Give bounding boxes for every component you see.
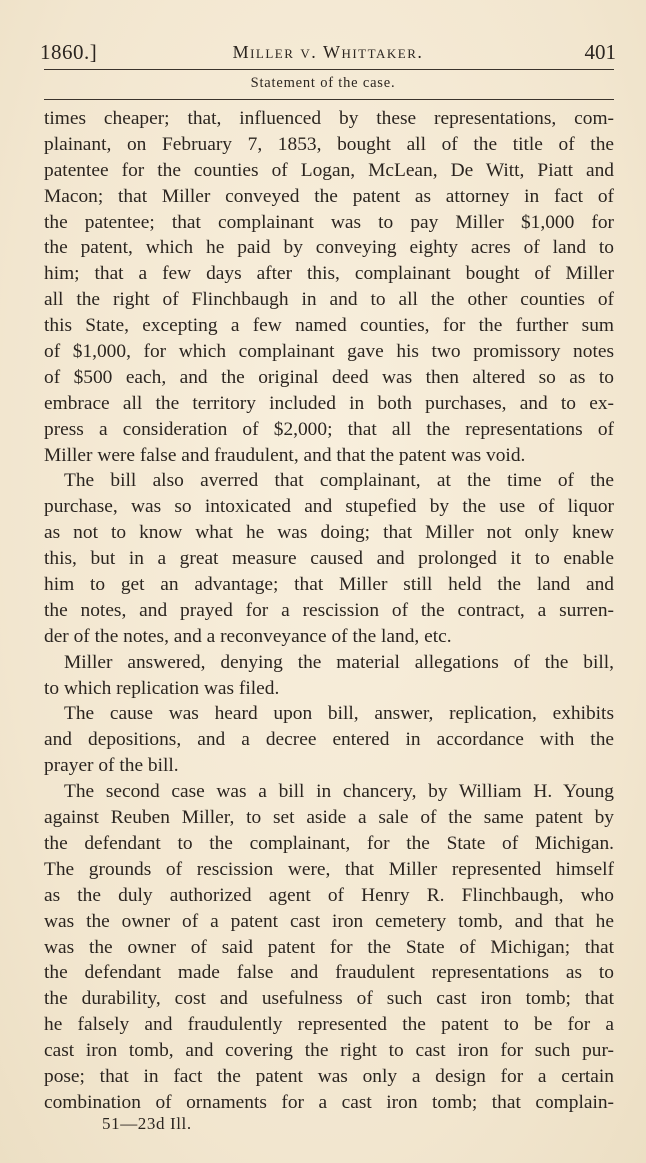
text-line: of $1,000, for which complainant gave his two promissory notes	[44, 341, 614, 363]
text-line: press a consideration of $2,000; that all the representations of	[44, 418, 614, 440]
text-line: all the right of Flinchbaugh in and to all the other counties of	[44, 289, 614, 311]
header-rule	[44, 69, 614, 70]
text-line: The cause was heard upon bill, answer, replication, exhibits	[64, 703, 614, 725]
text-line: Miller were false and fraudulent, and that the patent was void.	[44, 444, 526, 466]
text-line: the patentee; that complainant was to pay Miller $1,000 for	[44, 211, 614, 233]
text-line: embrace all the territory included in both purchases, and to ex-	[44, 392, 614, 414]
text-line: Miller answered, denying the material allegations of the bill,	[64, 651, 614, 673]
text-line: The second case was a bill in chancery, by William H. Young	[64, 781, 614, 803]
text-line: this, but in a great measure caused and prolonged it to enable	[44, 548, 614, 570]
text-line: The bill also averred that complainant, at the time of the	[64, 470, 614, 492]
text-line: he falsely and fraudulently represented the patent to be for a	[44, 1014, 614, 1036]
text-line: him to get an advantage; that Miller still held the land and	[44, 574, 614, 596]
text-line: as the duly authorized agent of Henry R. Flinchbaugh, who	[44, 884, 614, 906]
page-number: 401	[584, 40, 616, 64]
text-line: combination of ornaments for a cast iron tomb; that complain-	[44, 1091, 614, 1113]
text-line: plainant, on February 7, 1853, bought all of the title of the	[44, 133, 614, 155]
text-line: the notes, and prayed for a rescission of the contract, a surren-	[44, 599, 614, 621]
text-line: the defendant made false and fraudulent representations as to	[44, 962, 614, 984]
text-line: to which replication was filed.	[44, 677, 280, 699]
text-line: him; that a few days after this, complainant bought of Miller	[44, 263, 614, 285]
text-line: Macon; that Miller conveyed the patent as attorney in fact of	[44, 185, 614, 207]
text-line: The grounds of rescission were, that Miller represented himself	[44, 858, 614, 880]
running-header	[40, 40, 616, 68]
text-line: was the owner of said patent for the State of Michigan; that	[44, 936, 614, 958]
body-text	[44, 106, 614, 1116]
text-line: of $500 each, and the original deed was then altered so as to	[44, 366, 614, 388]
text-line: the durability, cost and usefulness of such cast iron tomb; that	[44, 988, 614, 1010]
text-line: the defendant to the complainant, for the State of Michigan.	[44, 832, 614, 854]
text-line: against Reuben Miller, to set aside a sale of the same patent by	[44, 807, 614, 829]
text-line: and depositions, and a decree entered in accordance with the	[44, 729, 614, 751]
text-line: as not to know what he was doing; that Miller not only knew	[44, 522, 614, 544]
signature-mark: 51—23d Ill.	[102, 1114, 192, 1133]
text-line: purchase, was so intoxicated and stupefied by the use of liquor	[44, 496, 614, 518]
text-line: prayer of the bill.	[44, 755, 179, 777]
text-line: cast iron tomb, and covering the right to cast iron for such pur-	[44, 1040, 614, 1062]
header-year: 1860.]	[40, 40, 98, 64]
subheading-rule	[44, 99, 614, 100]
text-line: der of the notes, and a reconveyance of the land, etc.	[44, 625, 452, 647]
text-line: the patent, which he paid by conveying eighty acres of land to	[44, 237, 614, 259]
text-line: patentee for the counties of Logan, McLean, De Witt, Piatt and	[44, 159, 614, 181]
text-line: was the owner of a patent cast iron cemetery tomb, and that he	[44, 910, 614, 932]
section-subheading: Statement of the case.	[250, 75, 396, 91]
text-line: times cheaper; that, influenced by these representations, com-	[44, 108, 614, 129]
text-line: pose; that in fact the patent was only a design for a certain	[44, 1065, 614, 1087]
header-case-title: Miller v. Whittaker.	[232, 42, 424, 62]
text-line: this State, excepting a few named counties, for the further sum	[44, 315, 614, 337]
